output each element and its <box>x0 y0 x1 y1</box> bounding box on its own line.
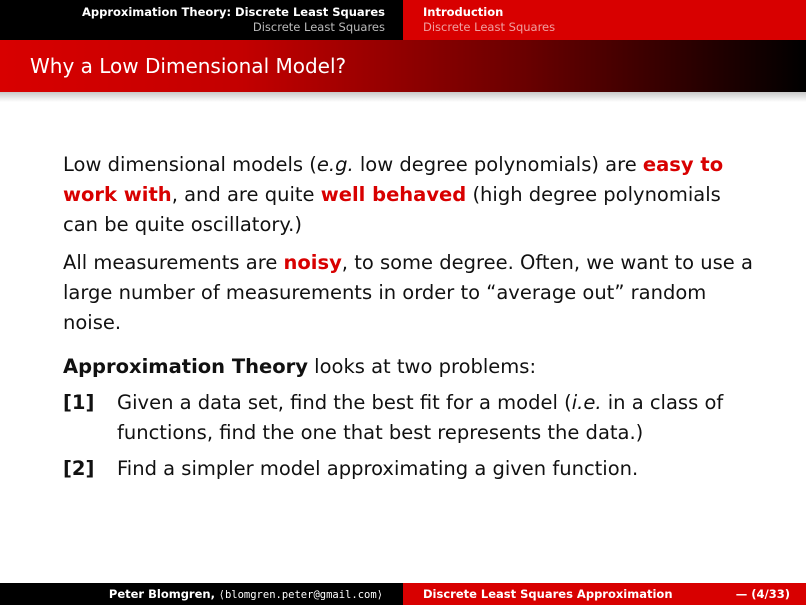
title-shadow <box>0 92 806 102</box>
presentation-title[interactable]: Approximation Theory: Discrete Least Squares <box>81 5 385 19</box>
footer-author <box>109 587 383 601</box>
footer-bar <box>0 583 806 605</box>
paragraph-approx-theory <box>63 352 753 382</box>
presentation-subtitle[interactable]: Discrete Least Squares <box>252 20 385 34</box>
highlight-easy: easy to work with <box>63 153 724 206</box>
item-number: [1] <box>63 391 95 414</box>
text: , and are quite <box>171 183 321 206</box>
approx-theory-bold: Approximation Theory <box>63 355 308 378</box>
eg-abbrev: e.g. <box>316 153 354 176</box>
subsection-link[interactable]: Discrete Least Squares <box>423 20 556 34</box>
footer-title: Discrete Least Squares Approximation <box>423 587 673 601</box>
list-item <box>63 388 753 448</box>
page-number: — (4/33) <box>735 587 790 601</box>
text: Given a data set, find the best fit for a model ( <box>117 391 572 414</box>
header-bar <box>0 0 806 40</box>
header-left <box>0 0 403 40</box>
item-number: [2] <box>63 457 95 480</box>
author-email: ⟨blomgren.peter@gmail.com⟩ <box>218 589 383 601</box>
list-item <box>63 454 753 484</box>
text: (high degree polynomials can be quite oscillatory.) <box>63 183 721 236</box>
author-name: Peter Blomgren, <box>108 587 215 601</box>
footer-left <box>0 583 403 605</box>
text: looks at two problems: <box>307 355 537 378</box>
header-right <box>403 0 806 40</box>
frame-title: Why a Low Dimensional Model? <box>30 54 347 78</box>
ie-abbrev: i.e. <box>571 391 602 414</box>
text: low degree polynomials) are <box>353 153 643 176</box>
footer-right <box>403 583 806 605</box>
paragraph-noise <box>63 248 753 338</box>
text: in a class of functions, find the one that best represents the data.) <box>117 391 724 444</box>
item-text: Find a simpler model approximating a given function. <box>117 457 639 480</box>
text: All measurements are <box>63 251 284 274</box>
text: , to some degree. Often, we want to use a large number of measurements in order to “average out” random noise. <box>63 251 753 334</box>
paragraph-low-dim-models <box>63 150 753 240</box>
text: Low dimensional models ( <box>63 153 317 176</box>
slide-content <box>63 150 753 484</box>
highlight-well-behaved: well behaved <box>320 183 467 206</box>
frame-title-bar <box>0 40 806 92</box>
highlight-noisy: noisy <box>283 251 342 274</box>
section-link[interactable]: Introduction <box>423 5 504 19</box>
item-text <box>117 388 753 448</box>
problem-list <box>63 388 753 484</box>
